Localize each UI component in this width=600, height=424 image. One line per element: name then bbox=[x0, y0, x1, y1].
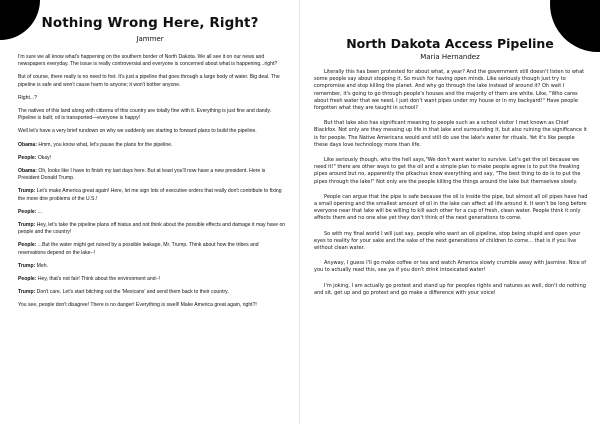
paragraph-text: You see, people don't disagree! There is no danger! Everything is swell! Make America great again, right?! bbox=[18, 302, 257, 309]
left-paragraph bbox=[18, 302, 286, 309]
left-paragraph bbox=[18, 289, 286, 296]
left-paragraph bbox=[18, 155, 286, 162]
right-paragraph: I'm joking, I am actually go protest and stand up for peoples rights and natures as well, don't do nothing and sit, get up and go protest and go make a difference with your voice! bbox=[314, 282, 586, 296]
page-gutter bbox=[299, 0, 300, 424]
paragraph-text: Let's make America great again! Here, let me sign lots of executive orders that really don't contribute to fixing the more dire problems of the U.S.! bbox=[18, 188, 282, 202]
left-paragraph bbox=[18, 222, 286, 236]
right-paragraph: So with my final world I will just say, people who want an oil pipeline, stop being stupid and open your eyes to reality for your sake and the sake of the next generations of children to come... that is if you live without clean water. bbox=[314, 230, 581, 252]
paragraph-text: Okay! bbox=[36, 154, 52, 161]
right-article-title: North Dakota Access Pipeline bbox=[346, 36, 554, 51]
left-article-author: Jammer bbox=[136, 35, 164, 43]
right-article-body bbox=[314, 69, 589, 305]
paragraph-text: The natives of this land along with citizens of this country are totally fine with it. Everything is just fine and dandy. Pipeline is built; oil is transported—everyone is happy! bbox=[18, 108, 272, 122]
speaker-label: Obama: bbox=[18, 141, 37, 148]
speaker-label: Obama: bbox=[18, 168, 37, 175]
speaker-label: Trump: bbox=[18, 222, 36, 229]
paragraph-text: Hey, let's take the pipeline plans off hiatus and not think about the possible effects and damage it may have on people and the country! bbox=[18, 222, 286, 236]
speaker-label: People: bbox=[18, 276, 37, 283]
right-paragraph: People can argue that the pipe is safe because the oil is inside the pipe, but almost all oil pipes have had a small opening and the smallest amount of oil in the lake can affect all life around it. It won't be long before everyone near that lake will be willing to kill each other for a cup of fresh, clean water. People think it only affects them and no one else yet they don't think of the next generations to come. bbox=[314, 193, 588, 222]
right-paragraph: Like seriously though, who the hell says,"We don't want water to survive. Let's get the oil because we need it!" there are other ways to get the oil and a simple plan to make people agree is to put the freaking pipes around but no, apparently the pikachus know everything and say, "The best thing to do is to put the pipes through the lake!" Not only are the people killing the things around the lake but themselves slowly. bbox=[314, 157, 581, 185]
left-paragraph bbox=[18, 242, 286, 256]
left-article-title: Nothing Wrong Here, Right? bbox=[41, 15, 259, 31]
paragraph-text: But of course, there really is no need to fret. It's just a pipeline that goes through a large body of water. Big deal. The pipeline is safe and won't cause harm to anyone; it won't bother anyone. bbox=[18, 74, 280, 88]
left-paragraph bbox=[18, 188, 286, 202]
left-paragraph bbox=[18, 209, 286, 216]
paragraph-text: Oh, looks like I have to finish my last days here. But at least you'll now have a new president. Here is President Donald Trump. bbox=[18, 168, 266, 182]
left-paragraph bbox=[18, 142, 286, 149]
paragraph-text: ...But the water might get ruined by a possible leakage, Mr. Trump. Think about how the tribes and reservations depend on the lake--! bbox=[18, 242, 259, 256]
left-paragraph bbox=[18, 54, 286, 68]
speaker-label: Trump: bbox=[18, 262, 36, 269]
left-paragraph bbox=[18, 263, 286, 270]
left-paragraph bbox=[18, 95, 286, 102]
right-paragraph: Literally this has been protested for about what, a year? And the government still doesn't listen to what some people say about stopping it. So much for having open minds. Like seriously though just try to compromise and stop killing the planet. And why go through the lake instead of around it? Oh wait I remember, it's going to go through people's houses and the majority of them are white. Like, "Who cares about fresh water that we need, I just don't want pipes under my house or in my backyard!" Have people forgotten what they are taught in school? bbox=[314, 69, 585, 112]
left-paragraph bbox=[18, 128, 286, 135]
paragraph-text: Hey, that's not fair! Think about the environment and--! bbox=[36, 276, 161, 283]
paragraph-text: ... bbox=[36, 208, 43, 215]
paragraph-text: Right...? bbox=[18, 94, 37, 101]
left-article-body bbox=[18, 54, 286, 316]
left-paragraph bbox=[18, 108, 286, 122]
paragraph-text: Hmm, you know what, let's pause the plans for the pipeline. bbox=[36, 141, 173, 148]
right-paragraph: Anyway, I guess I'll go make coffee or tea and watch America slowly crumble away with Jasmine. Nice of you to actually read this, see ya if you don't drink intoxicated water! bbox=[314, 260, 587, 274]
speaker-label: Trump: bbox=[18, 188, 36, 195]
left-paragraph bbox=[18, 74, 286, 88]
paragraph-text: Meh. bbox=[35, 262, 49, 269]
speaker-label: People: bbox=[18, 154, 37, 161]
speaker-label: People: bbox=[18, 208, 37, 215]
paragraph-text: I'm sure we all know what's happening on the southern border of North Dakota. We all see it on our news and newspapers everyday. The issue is really controversial and everyone is concerned about what is happening...right? bbox=[18, 54, 278, 68]
left-paragraph bbox=[18, 276, 286, 283]
left-paragraph bbox=[18, 168, 286, 182]
speaker-label: Trump: bbox=[18, 289, 36, 296]
speaker-label: People: bbox=[18, 242, 37, 249]
right-paragraph: But that lake also has significant meaning to people such as a school visitor I met known as Chief Blackfox. Not only are they messing up life in that lake and surrounding it, but also ruining the significance it is for people. The Native Americans would and still do use the lake's water for rituals. Yet it's like people these days love technology more than life. bbox=[314, 120, 587, 148]
right-page bbox=[300, 0, 600, 424]
paragraph-text: Don't care. Let's start bitching out the 'Mexicans' and send them back to their country. bbox=[35, 289, 229, 296]
right-article-author: Maria Hernandez bbox=[420, 53, 480, 61]
paragraph-text: Well let's have a very brief rundown on why we suddenly are starting to forward plans to build the pipeline. bbox=[18, 128, 257, 135]
